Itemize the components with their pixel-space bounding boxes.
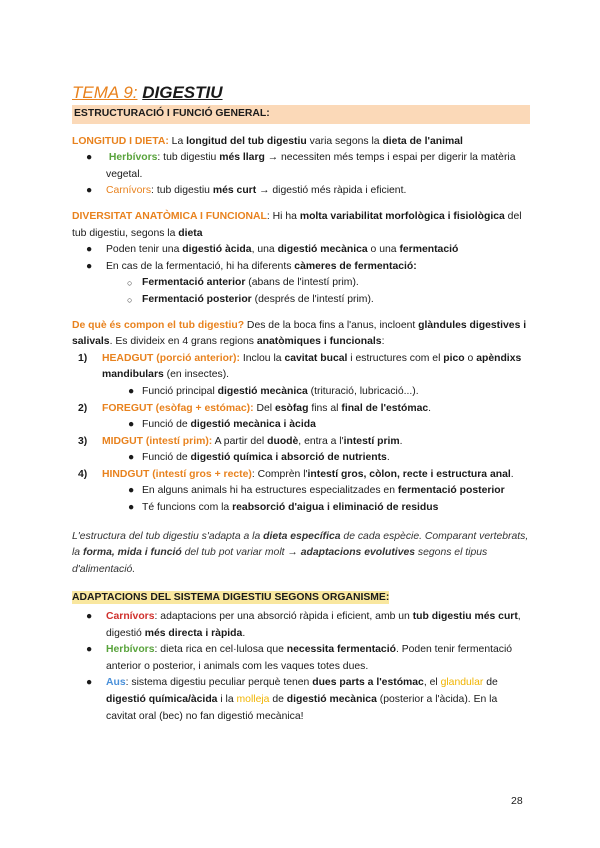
region-item — [72, 434, 530, 451]
list-item — [72, 259, 530, 276]
bold-text: final de l'estómac — [341, 402, 429, 414]
section-heading-adaptations: ADAPTACIONS DEL SISTEMA DIGESTIU SEGONS ORGANISME: — [72, 592, 390, 604]
text: Inclou la — [239, 352, 285, 364]
composicio-section — [72, 318, 530, 517]
document-page — [72, 82, 530, 725]
text: : sistema digestiu peculiar perquè tenen — [125, 677, 313, 689]
longitud-paragraph — [72, 134, 530, 151]
region-item — [72, 351, 530, 384]
text: . — [428, 402, 432, 414]
bold-text: tub digestiu més curt — [412, 611, 518, 623]
text: . — [399, 435, 403, 447]
region-label: MIDGUT (intestí prim): — [102, 435, 213, 447]
bold-text: Fermentació posterior — [142, 293, 252, 305]
carnivors-label: Carnívors — [106, 185, 152, 197]
bold-text: dues parts a l'estómac — [312, 677, 424, 689]
bullet-icon: ● — [86, 244, 93, 256]
region-label: HEADGUT (porció anterior): — [102, 352, 240, 364]
list-item — [72, 183, 530, 200]
list-item — [72, 675, 530, 725]
text: Funció principal — [142, 385, 218, 397]
bullet-icon: ● — [86, 611, 93, 623]
text: o — [464, 352, 477, 364]
bold-text: digestió mecànica — [277, 244, 368, 256]
molleja-term: molleja — [236, 694, 270, 705]
text: . — [510, 468, 514, 480]
bold-text: forma, mida i funció — [82, 547, 182, 559]
bullet-icon: ● — [128, 502, 135, 514]
bold-text: longitud del tub digestiu — [186, 135, 307, 147]
bold-text: glàndules digestives i salivals — [72, 319, 527, 348]
text: : tub digestiu — [157, 152, 220, 164]
region-label: HINDGUT (intestí gros + recte) — [102, 468, 252, 480]
diversitat-paragraph — [72, 209, 530, 242]
text: , entra a l' — [298, 435, 344, 447]
text: (trituració, lubricació...). — [307, 385, 419, 397]
text: La — [168, 135, 187, 147]
composicio-paragraph — [72, 318, 530, 351]
summary-paragraph — [72, 529, 530, 579]
bold-text: més directa i ràpida — [144, 627, 243, 639]
list-number: 1) — [78, 352, 88, 364]
bullet-icon: ● — [128, 419, 135, 431]
text: Poden tenir una — [106, 244, 183, 256]
text: (després de l'intestí prim). — [251, 293, 374, 305]
bullet-icon: ● — [128, 452, 135, 464]
aus-label: Aus — [106, 677, 126, 689]
longitud-section — [72, 134, 530, 200]
list-item — [72, 642, 530, 675]
title-topic-name: DIGESTIU — [142, 83, 223, 102]
text: Del — [253, 402, 275, 414]
text: : dieta rica en cel·lulosa que — [154, 644, 287, 656]
section-heading-structure: ESTRUCTURACIÓ I FUNCIÓ GENERAL: — [72, 105, 530, 124]
list-item — [72, 150, 530, 183]
title-topic-number: TEMA 9: — [72, 83, 138, 102]
text: varia segons la — [306, 135, 383, 147]
region-sub-item — [72, 483, 530, 500]
bold-text: intestí prim — [343, 435, 400, 447]
bold-text: Fermentació anterior — [142, 277, 246, 289]
text: del tub pot variar molt → — [181, 547, 301, 559]
herbivors-label: Herbívors — [106, 644, 155, 656]
bullet-icon: ● — [86, 677, 93, 689]
list-number: 4) — [78, 468, 88, 480]
bold-text: intestí gros, còlon, recte i estructura anal — [307, 468, 511, 480]
text: : — [381, 336, 385, 348]
bold-text: dieta de l'animal — [382, 135, 463, 147]
bold-text: càmeres de fermentació: — [294, 260, 417, 272]
bold-text: reabsorció d'aigua i eliminació de residus — [232, 502, 439, 514]
bold-text: cavitat bucal — [284, 352, 348, 364]
text: fins al — [308, 402, 342, 414]
text: (abans de l'intestí prim). — [245, 277, 359, 289]
bold-text: digestió mecànica — [217, 385, 308, 397]
text: , el — [423, 677, 441, 689]
text: → digestió més ràpida i eficient. — [256, 185, 407, 197]
bullet-icon: ● — [86, 644, 93, 656]
list-number: 3) — [78, 435, 88, 447]
bullet-icon: ● — [86, 185, 93, 197]
text: de cada espècie. Comparant vertebrats, la — [72, 530, 529, 559]
bold-text: dieta — [178, 227, 203, 239]
bold-text: digestió mecànica i àcida — [190, 419, 316, 431]
bold-text: digestió química/àcida — [106, 694, 218, 705]
text: En cas de la fermentació, hi ha diferents — [106, 260, 295, 272]
circle-bullet-icon: ○ — [127, 278, 133, 289]
text: segons el tipus d'alimentació. — [72, 547, 488, 575]
text: (en insectes). — [163, 369, 230, 381]
text: Funció de — [142, 452, 191, 464]
page-title — [72, 82, 530, 104]
region-item — [72, 401, 530, 418]
bold-text: necessita fermentació — [286, 644, 396, 656]
bold-text: adaptacions evolutives — [300, 547, 416, 559]
bold-text: més curt — [212, 185, 257, 197]
bold-text: més llarg — [219, 152, 265, 164]
text: del tub digestiu, segons la — [72, 210, 522, 239]
bullet-icon: ● — [86, 260, 93, 272]
text: A partir del — [212, 435, 268, 447]
region-item — [72, 467, 530, 484]
carnivors-label: Carnívors — [106, 611, 155, 623]
text: : tub digestiu — [151, 185, 213, 197]
text: , una — [251, 244, 278, 256]
text: . Poden tenir fermentació anterior o posterior, i animals com les vaques totes dues. — [106, 644, 513, 672]
bold-text: pico — [443, 352, 465, 364]
text: (posterior a l'àcida). En la cavitat oral (bec) no fan digestió mecànica! — [106, 694, 498, 722]
list-number: 2) — [78, 402, 88, 414]
text: de — [483, 677, 498, 689]
list-item — [72, 609, 530, 642]
text: . — [242, 627, 246, 639]
text: . — [386, 452, 390, 464]
glandular-term: glandular — [440, 677, 484, 689]
bold-text: molta variabilitat morfològica i fisiològica — [299, 210, 505, 222]
longitud-label: LONGITUD I DIETA: — [72, 135, 169, 147]
diversitat-label: DIVERSITAT ANATÒMICA I FUNCIONAL — [72, 210, 267, 222]
circle-bullet-icon: ○ — [127, 294, 133, 305]
text: : Comprèn l' — [251, 468, 308, 480]
herbivors-label: Herbívors — [108, 152, 158, 164]
text: L'estructura del tub digestiu s'adapta a la — [72, 530, 264, 542]
text: Des de la boca fins a l'anus, incloent — [244, 319, 419, 331]
list-item — [72, 242, 530, 259]
bold-text: fermentació — [399, 244, 459, 256]
bold-text: digestió química i absorció de nutrients — [190, 452, 387, 464]
text: : Hi ha — [266, 210, 300, 222]
bullet-icon: ● — [86, 152, 93, 164]
page-number: 28 — [511, 795, 523, 807]
adaptacions-section — [72, 590, 530, 725]
bold-text: digestió mecànica — [286, 694, 377, 705]
region-sub-item — [72, 417, 530, 434]
text: , digestió — [106, 611, 521, 639]
bold-text: fermentació posterior — [397, 485, 505, 497]
text: → necessiten més temps i espai per digerir la matèria vegetal. — [106, 152, 516, 180]
bullet-icon: ● — [128, 385, 135, 397]
region-label: FOREGUT (esòfag + estómac): — [102, 402, 254, 414]
region-sub-item — [72, 384, 530, 401]
region-sub-item — [72, 450, 530, 467]
text: Té funcions com la — [142, 502, 233, 514]
bold-text: digestió àcida — [182, 244, 252, 256]
region-sub-item — [72, 500, 530, 517]
bold-text: esòfag — [274, 402, 309, 414]
text: i estructures com el — [347, 352, 444, 364]
bold-text: dieta específica — [263, 530, 341, 542]
text: de — [269, 694, 287, 705]
text: o una — [367, 244, 400, 256]
composicio-label: De què és compon el tub digestiu? — [72, 319, 245, 331]
bold-text: duodè — [267, 435, 299, 447]
bold-text: apèndixs mandibulars — [102, 352, 522, 381]
text: i la — [217, 694, 237, 705]
text: . Es divideix en 4 grans regions — [109, 336, 257, 348]
text: Funció de — [142, 419, 191, 431]
bold-text: anatòmiques i funcionals — [256, 336, 382, 348]
diversitat-section — [72, 209, 530, 309]
text: En alguns animals hi ha estructures especialitzades en — [142, 485, 398, 497]
text: : adaptacions per una absorció ràpida i eficient, amb un — [154, 611, 413, 623]
sub-list-item — [72, 275, 530, 292]
sub-list-item — [72, 292, 530, 309]
bullet-icon: ● — [128, 485, 135, 497]
